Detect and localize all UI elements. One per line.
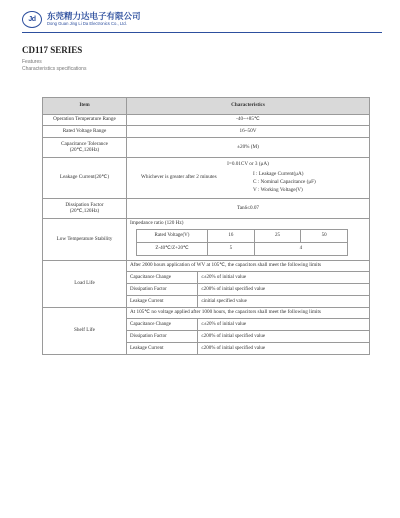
leakage-def: C : Nominal Capacitance (μF) [253,178,316,185]
leakage-def: V : Working Voltage(V) [253,186,303,193]
leakage-formula: I=0.01CV or 3 (μA) [227,161,269,167]
row-value: -40~+85℃ [127,115,370,126]
limit-label: Leakage Current [127,295,198,307]
limit-value: ≤200% of initial specified value [198,283,370,295]
limit-value: ≤200% of initial specified value [198,330,370,342]
limit-row [127,271,369,283]
impedance-cell: Z-40℃/Z+20℃ [137,242,208,255]
limit-value: ≤±20% of initial value [198,318,370,330]
row-label: Operation Temperature Range [43,115,127,126]
table-row [43,126,370,138]
row-label [43,199,127,219]
limit-row [127,283,369,295]
table-row [43,219,370,261]
table-row [43,158,370,199]
leakage-cell [127,158,370,199]
impedance-cell: 16 [208,229,255,242]
limit-label: Dissipation Factor [127,330,198,342]
row-value: ±20% (M) [127,138,370,158]
header-divider [22,32,382,33]
leakage-definitions [253,171,316,194]
shelf-life-cell [127,307,370,354]
limit-value: ≤±20% of initial value [198,271,370,283]
row-label-line: (20℃,120Hz) [69,146,100,153]
shelf-life-note: At 105℃ no voltage applied after 1000 hours, the capacitors shall meet the following limits [130,308,321,315]
limit-row [127,295,369,307]
row-label: Rated Voltage Range [43,126,127,138]
row-label-line: Capacitance Tolerance [61,140,108,147]
impedance-table [136,229,348,256]
table-row [43,199,370,219]
limit-row [127,342,369,354]
low-temp-cell [127,219,370,261]
table-row [43,115,370,126]
impedance-cell: 50 [301,229,348,242]
load-life-cell [127,260,370,307]
shelf-life-limits [127,318,369,354]
page-header [22,10,382,36]
row-label-line: (20℃,120Hz) [69,207,100,214]
limit-row [127,330,369,342]
impedance-cell: 5 [208,242,255,255]
col-header-item: Item [43,98,127,115]
row-value: 16~50V [127,126,370,138]
limit-label: Capacitance Change [127,271,198,283]
impedance-header-row [137,229,348,242]
company-name-en: Dong Guan Jing Li Da Electronics Co., Ltd. [47,21,127,26]
impedance-value-row [137,242,348,255]
load-life-limits [127,271,369,307]
impedance-cell: Rated Voltage(V) [137,229,208,242]
company-name-cn: 东莞精力达电子有限公司 [47,12,141,22]
row-label: Shelf Life [43,307,127,354]
table-row [43,138,370,158]
series-title: CD117 SERIES [22,45,83,55]
row-label: Low Temperature Stability [43,219,127,261]
impedance-cell: 4 [254,242,347,255]
logo-text: Jd [28,16,36,23]
row-label-line: Dissipation Factor [65,201,104,208]
leakage-def: I : Leakage Current(μA) [253,171,304,177]
limit-label: Leakage Current [127,342,198,354]
impedance-ratio-label: Impedance ratio (120 Hz) [130,220,184,226]
table-row [43,260,370,307]
row-label: Load Life [43,260,127,307]
company-logo [22,11,42,28]
limit-label: Dissipation Factor [127,283,198,295]
row-label: Leakage Current(20℃) [43,158,127,199]
subtitle-line: Characteristics specifications [22,66,87,72]
impedance-cell: 25 [254,229,301,242]
limit-value: ≤200% of initial specified value [198,342,370,354]
row-value: Tanδ≤0.07 [127,199,370,219]
load-life-note: After 2000 hours application of WV at 105℃, the capacitors shall meet the following limits [130,261,322,268]
spec-table [42,97,370,355]
row-label [43,138,127,158]
limit-value: ≤initial specified value [198,295,370,307]
leakage-note: Whichever is greater after 2 minutes [141,174,217,180]
limit-label: Capacitance Change [127,318,198,330]
table-row [43,307,370,354]
limit-row [127,318,369,330]
col-header-characteristics: Characteristics [127,98,370,115]
table-header-row [43,98,370,115]
subtitle-line: Features [22,59,42,65]
